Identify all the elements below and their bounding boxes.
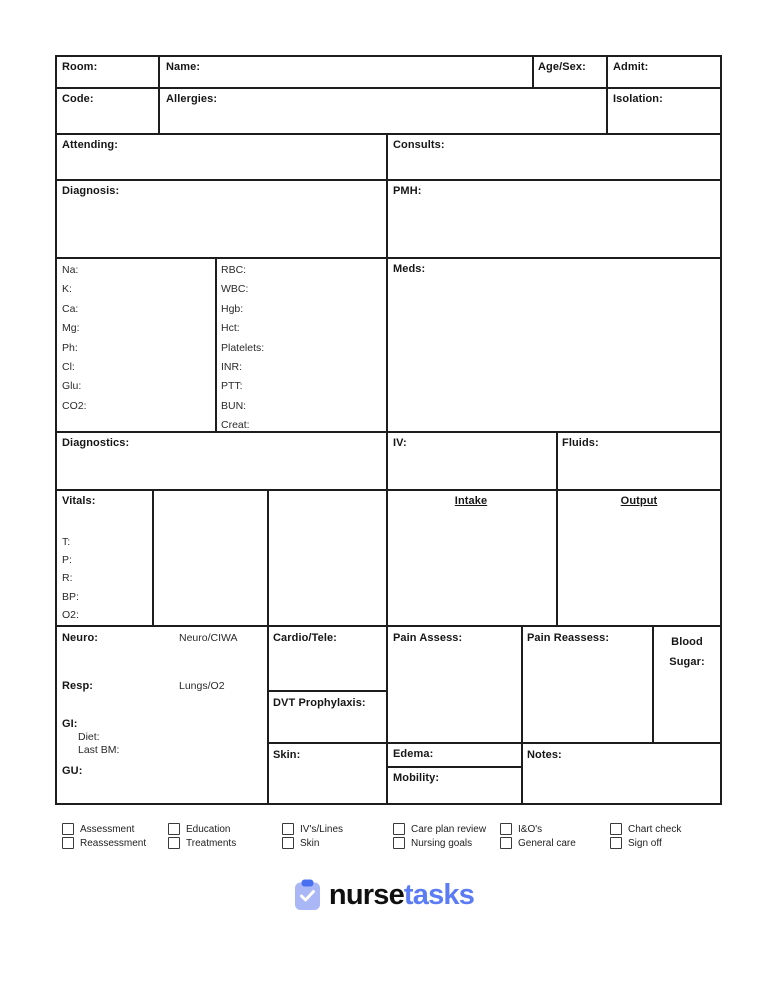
grid-line (532, 55, 534, 89)
lab-label-wbc: WBC: (221, 283, 249, 296)
consults-label: Consults: (393, 139, 445, 151)
lab-label-rbc: RBC: (221, 264, 247, 276)
meds-label: Meds: (393, 263, 426, 275)
grid-line (158, 55, 160, 135)
lab-label-platelets: Platelets: (221, 341, 265, 354)
chem-labs-list (62, 261, 87, 416)
checkbox[interactable] (393, 823, 405, 835)
grid-line (55, 489, 722, 491)
vital-label-bp: BP: (62, 590, 79, 603)
lab-label-cl: Cl: (62, 361, 75, 374)
grid-line (386, 133, 388, 805)
dvt-prophylaxis-label: DVT Prophylaxis: (273, 697, 366, 709)
diagnostics-label: Diagnostics: (62, 437, 130, 449)
checklist-item-education (168, 823, 230, 835)
checkbox-label: Education (186, 823, 231, 835)
grid-line (152, 489, 154, 627)
checkbox[interactable] (282, 823, 294, 835)
lab-label-hgb: Hgb: (221, 302, 244, 315)
diagnosis-label: Diagnosis: (62, 185, 120, 197)
checkbox-label: Reassessment (80, 837, 147, 849)
resp-label: Resp: (62, 680, 94, 692)
grid-line (55, 625, 722, 627)
lab-label-ca: Ca: (62, 302, 79, 315)
grid-line (606, 55, 608, 135)
grid-line (55, 179, 722, 181)
checkbox[interactable] (500, 837, 512, 849)
room-label: Room: (62, 61, 98, 73)
vital-label-p: P: (62, 554, 72, 567)
checkbox[interactable] (62, 837, 74, 849)
brand-wordmark (328, 878, 475, 911)
grid-line (268, 690, 388, 692)
checkbox[interactable] (610, 823, 622, 835)
checkbox-label: Chart check (628, 823, 682, 835)
checklist-item-ivs-lines (282, 823, 343, 835)
lab-label-mg: Mg: (62, 322, 80, 335)
checkbox-label: General care (518, 837, 576, 849)
grid-line (386, 766, 523, 768)
lab-label-na: Na: (62, 264, 79, 276)
lab-label-ptt: PTT: (221, 380, 243, 393)
skin-label: Skin: (273, 749, 301, 761)
vital-label-t: T: (62, 536, 71, 548)
pmh-label: PMH: (393, 185, 422, 197)
admit-label: Admit: (613, 61, 649, 73)
checklist-item-care-plan-review (393, 823, 486, 835)
checklist-item-skin (282, 837, 319, 849)
grid-line (652, 625, 654, 744)
grid-line (720, 55, 722, 805)
clipboard-check-icon (294, 879, 321, 911)
checkbox[interactable] (282, 837, 294, 849)
intake-header: Intake (454, 495, 488, 507)
grid-line (267, 489, 269, 805)
checkbox[interactable] (610, 837, 622, 849)
checkbox-label: IV's/Lines (300, 823, 344, 835)
grid-line (521, 625, 523, 805)
edema-label: Edema: (393, 748, 434, 760)
grid-line (215, 257, 217, 433)
checkbox[interactable] (62, 823, 74, 835)
checklist-item-reassessment (62, 837, 146, 849)
name-label: Name: (166, 61, 201, 73)
lab-label-ph: Ph: (62, 341, 78, 354)
notes-label: Notes: (527, 749, 562, 761)
gu-label: GU: (62, 765, 83, 777)
checkbox-label: I&O's (518, 823, 543, 835)
brand-part-tasks: tasks (403, 878, 475, 911)
resp-scale-label: Lungs/O2 (179, 680, 225, 692)
gi-label: GI: (62, 718, 78, 730)
age-sex-label: Age/Sex: (538, 61, 586, 73)
checklist-item-sign-off (610, 837, 662, 849)
vitals-label: Vitals: (62, 495, 96, 507)
vital-label-o2: O2: (62, 608, 79, 621)
checkbox-label: Care plan review (411, 823, 487, 835)
checkbox[interactable] (500, 823, 512, 835)
allergies-label: Allergies: (166, 93, 218, 105)
checklist-item-chart-check (610, 823, 681, 835)
vitals-list (62, 533, 79, 624)
fluids-label: Fluids: (562, 437, 599, 449)
checkbox-label: Sign off (628, 837, 662, 849)
attending-label: Attending: (62, 139, 118, 151)
code-label: Code: (62, 93, 94, 105)
mobility-label: Mobility: (393, 772, 440, 784)
checkbox[interactable] (168, 837, 180, 849)
blood-sugar-label: Blood Sugar: (669, 636, 705, 668)
checkbox[interactable] (393, 837, 405, 849)
grid-line (55, 55, 57, 805)
grid-line (55, 133, 722, 135)
isolation-label: Isolation: (613, 93, 663, 105)
lab-label-k: K: (62, 283, 72, 296)
lab-label-inr: INR: (221, 361, 242, 374)
last-bm-label: Last BM: (78, 744, 120, 756)
checkbox-label: Skin (300, 837, 320, 849)
grid-line (55, 257, 722, 259)
lab-label-bun: BUN: (221, 399, 247, 412)
checkbox[interactable] (168, 823, 180, 835)
lab-label-hct: Hct: (221, 322, 240, 335)
checklist-item-general-care (500, 837, 576, 849)
iv-label: IV: (393, 437, 407, 449)
grid-line (556, 431, 558, 627)
grid-line (55, 55, 722, 57)
cardio-tele-label: Cardio/Tele: (273, 632, 337, 644)
lab-label-creat: Creat: (221, 419, 250, 432)
checkbox-label: Treatments (186, 837, 237, 849)
neuro-scale-label: Neuro/CIWA (179, 632, 238, 644)
checklist-item-treatments (168, 837, 236, 849)
checklist-item-ios (500, 823, 542, 835)
checkbox-label: Nursing goals (411, 837, 473, 849)
checklist-item-assessment (62, 823, 134, 835)
checkbox-label: Assessment (80, 823, 135, 835)
pain-reassess-label: Pain Reassess: (527, 632, 610, 644)
output-header: Output (620, 495, 658, 507)
lab-label-co2: CO2: (62, 399, 87, 412)
grid-line (55, 431, 722, 433)
vital-label-r: R: (62, 572, 73, 585)
diet-label: Diet: (78, 731, 100, 743)
neuro-label: Neuro: (62, 632, 99, 644)
nursetasks-logo (0, 879, 768, 911)
grid-line (55, 87, 722, 89)
checklist-item-nursing-goals (393, 837, 472, 849)
lab-label-glu: Glu: (62, 380, 82, 393)
grid-line (55, 803, 722, 805)
brand-part-nurse: nurse (328, 878, 404, 911)
heme-labs-list (221, 261, 264, 436)
pain-assess-label: Pain Assess: (393, 632, 463, 644)
